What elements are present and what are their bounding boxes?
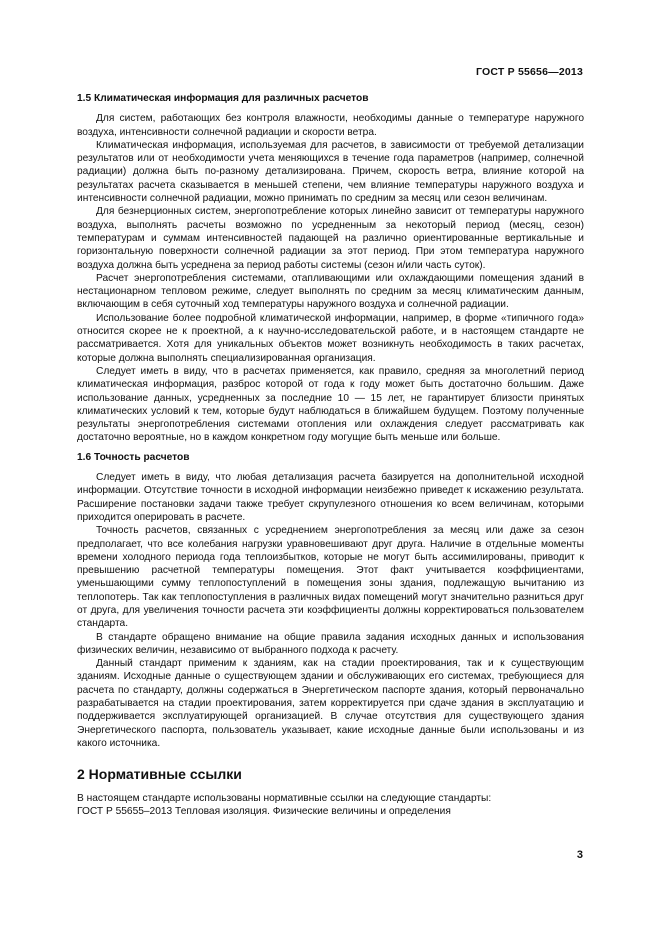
paragraph: Следует иметь в виду, что любая детализация расчета базируется на дополнительной исходной информации. Отсутствие точности в исходной информации неизбежно приведет к искажению результата. Расширение постановки задачи также требует скрупулезного отношения ко всем величинам, которыми приходится оперировать в расчете. xyxy=(77,472,584,523)
page-number: 3 xyxy=(576,849,583,861)
paragraph: В стандарте обращено внимание на общие правила задания исходных данных и использования физических величин, независимо от выбранного подхода к расчету. xyxy=(77,631,584,656)
page-content xyxy=(77,92,584,818)
section-2-title: 2 Нормативные ссылки xyxy=(77,766,242,783)
paragraph: Данный стандарт применим к зданиям, как на стадии проектирования, так и к существующим зданиям. Исходные данные о существующем здании и обслуживающих его системах, требующиеся для расчета по стандарту, должны содержаться в Энергетическом паспорте здания, который первоначально разрабатывается на стадии проектирования, затем корректируется при сдаче здания в эксплуатацию и поддерживается эксплуатирующей организацией. В случае отсутствия для существующего здания Энергетического паспорта, пользователь указывает, какие исходные данные были использованы и из какого источника. xyxy=(77,658,584,749)
section-1-5-title: 1.5 Климатическая информация для различных расчетов xyxy=(77,93,369,104)
paragraph: Расчет энергопотребления системами, отапливающими или охлаждающими помещения зданий в нестационарном тепловом режиме, следует выполнять по средним за месяц климатическим данным, включающим в себя суточный ход температуры наружного воздуха и солнечной радиации. xyxy=(77,272,584,311)
standard-header: ГОСТ Р 55656—2013 xyxy=(475,66,583,78)
normative-reference: ГОСТ Р 55655–2013 Тепловая изоляция. Физические величины и определения xyxy=(77,805,451,817)
paragraph: Для безнерционных систем, энергопотребление которых линейно зависит от температуры наружного воздуха, выполнять расчеты возможно по усредненным за некоторый период (месяц, сезон) температурам и суммам интенсивностей падающей на различно ориентированные вертикальные и горизонтальную поверхности солнечной радиации за этот период. При этом температура наружного воздуха должна быть усреднена за период работы системы (сезон и/или часть суток). xyxy=(77,206,584,271)
paragraph: Следует иметь в виду, что в расчетах применяется, как правило, средняя за многолетний период климатическая информация, разброс которой от года к году может быть достаточно большим. Даже использование данных, усредненных за последние 10 — 15 лет, не гарантирует близости принятых климатических условий к тем, которые будут наблюдаться в ближайшем будущем. Поэтому полученные результаты энергопотребления системами отопления или охлаждения следует рассматривать как достаточно вероятные, но в каждом конкретном году могущие быть меньше или больше. xyxy=(77,365,584,444)
paragraph: Климатическая информация, используемая для расчетов, в зависимости от требуемой детализации результатов или от необходимости учета меняющихся в течение года параметров (например, солнечной радиации) должна быть по-разному детализирована. Причем, скорость ветра, влияние которой на результатах расчета сказывается в меньшей степени, чем влияние температуры наружного воздуха и интенсивности солнечной радиации, можно принимать по средним за месяц или сезон величинам. xyxy=(77,139,584,205)
section-2-intro: В настоящем стандарте использованы нормативные ссылки на следующие стандарты: xyxy=(77,792,492,804)
paragraph: Использование более подробной климатической информации, например, в форме «типичного года» относится скорее не к проектной, а к научно-исследовательской работе, и в настоящем стандарте не рассматривается. Хотя для уникальных объектов может возникнуть необходимость в таких расчетах, которые должна выполнять специализированная организация. xyxy=(77,312,584,364)
section-1-6-title: 1.6 Точность расчетов xyxy=(77,451,190,463)
paragraph: Для систем, работающих без контроля влажности, необходимы данные о температуре наружного воздуха, интенсивности солнечной радиации и скорости ветра. xyxy=(77,113,584,138)
paragraph: Точность расчетов, связанных с усреднением энергопотребления за месяц или даже за сезон предполагает, что все колебания нагрузки уравновешивают друг друга. Наличие в отдельные моменты времени холодного периода года теплоизбытков, которые не могут быть ассимилированы, приводит к превышению расчетной температуры помещения. Этот факт учитывается коэффициентами, уменьшающими сумму теплопоступлений в помещения зоны здания, подлежащую вычитанию из теплопотерь. Так как теплопоступления в различных видах помещений могут значительно разниться друг от друга, для увеличения точности расчета эти коэффициенты должны корректироваться пользователем стандарта. xyxy=(77,525,584,630)
